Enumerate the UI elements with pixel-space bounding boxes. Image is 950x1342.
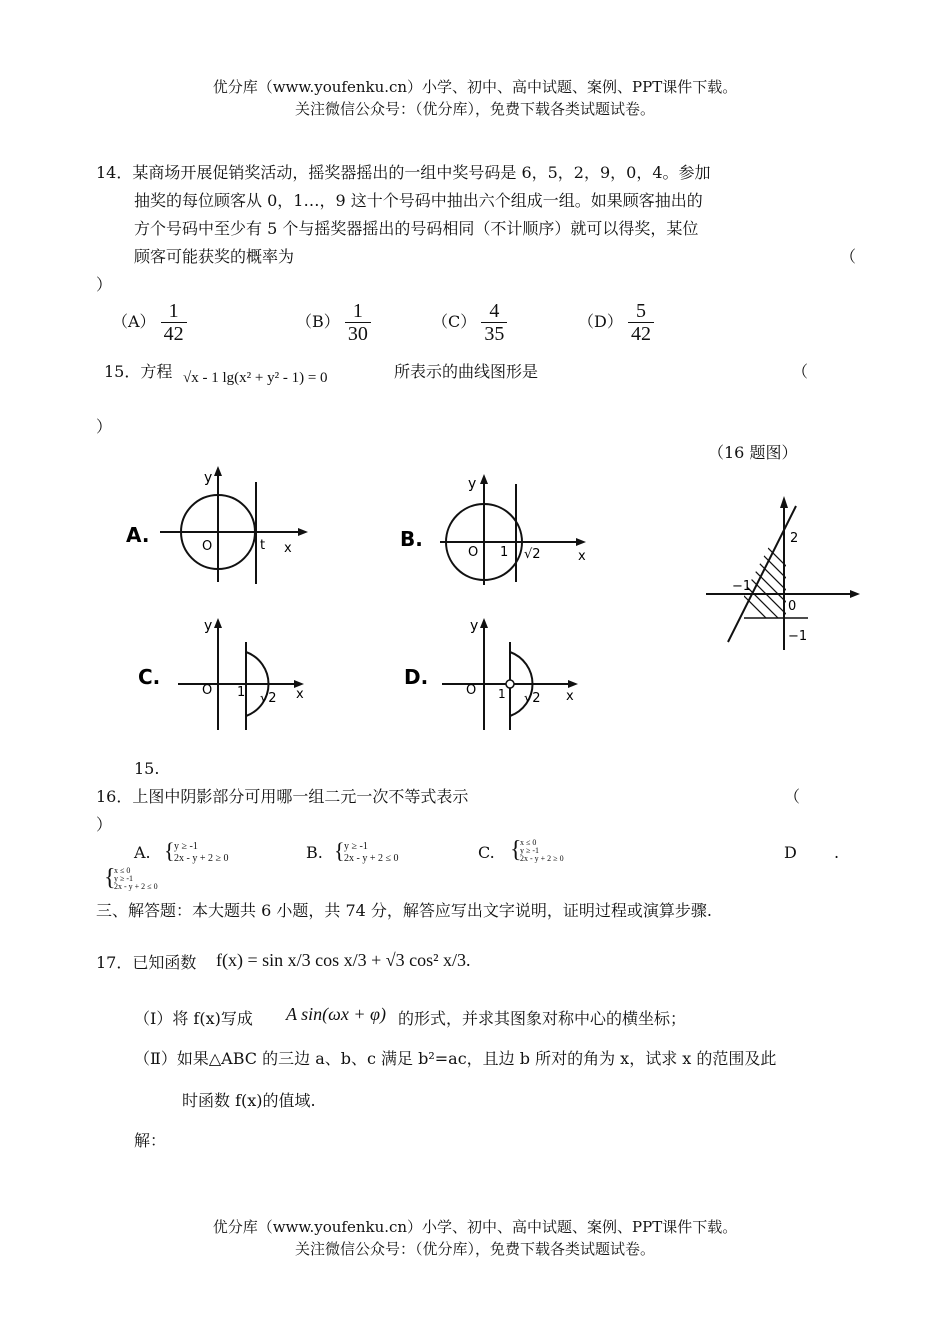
numerator: 1 [345,300,371,323]
option-label: B. [306,843,323,862]
denominator: 35 [484,323,505,345]
x-label: x [566,689,574,704]
option-label: A. [134,843,151,862]
x-label: x [578,549,586,564]
ineq-row-2: y ≥ -1 [114,874,134,883]
one-label: 1 [237,685,246,700]
q16-paren-open: （ [784,787,801,806]
denominator: 30 [347,323,368,345]
q16-option-d-dot: . [834,843,840,862]
q16-text: 16．上图中阴影部分可用哪一组二元一次不等式表示 [96,787,469,806]
sqrt2-label: √2 [524,547,541,562]
numerator: 1 [161,300,187,323]
q14-line-2: 抽奖的每位顾客从 0，1…，9 这十个号码中抽出六个组成一组。如果顾客抽出的 [134,191,703,210]
ineq-row-1: y ≥ -1 [344,841,368,852]
y-label: y [204,618,213,634]
origin-label: O [468,545,479,560]
q15-paren-open: （ [792,362,809,381]
numerator: 4 [481,300,507,323]
q14-option-d [578,300,654,345]
label-0: 0 [788,599,797,614]
q15-prefix: 15．方程 [104,362,173,381]
t-label: t [260,538,266,553]
x-axis-arrow [850,590,860,598]
figure-label: C. [138,665,161,689]
q14-paren-open: （ [840,247,857,266]
fraction [161,300,187,345]
x-axis-arrow [298,528,308,536]
y-label: y [204,470,213,486]
origin-label: O [202,683,213,698]
ineq-row-2: y ≥ -1 [520,846,540,855]
option-label: （B） [296,312,340,331]
brace: { [334,838,345,863]
footer-line-2: 关注微信公众号：（优分库），免费下载各类试题试卷。 [294,1240,655,1258]
q16-option-d-label: D [784,843,797,862]
denominator: 42 [630,323,651,345]
fraction [628,300,654,345]
numerator: 5 [628,300,654,323]
sqrt2-label: √2 [524,691,541,706]
figure-b [396,470,596,590]
y-axis-arrow [480,474,488,484]
q15-trailing-number: 15. [134,759,160,778]
ineq-row-3: 2x - y + 2 ≤ 0 [114,882,158,891]
footer-line-1: 优分库（www.youfenku.cn）小学、初中、高中试题、案例、PPT课件下载。 [212,1218,738,1236]
x-axis-arrow [568,680,578,688]
q15-paren-close: ） [96,417,113,436]
fig16-caption: （16 题图） [708,443,798,462]
option-label: （C） [432,312,477,331]
fraction [481,300,507,345]
y-axis-arrow [214,618,222,628]
figure-label: D. [404,665,429,689]
x-label: x [284,541,292,556]
fraction [345,300,371,345]
ineq-row-3: 2x - y + 2 ≥ 0 [520,854,564,863]
brace: { [510,837,522,863]
figure-d [400,612,590,736]
sqrt2-label: √2 [260,691,277,706]
q14-paren-close: ） [96,275,113,294]
ineq-row-1: x ≤ 0 [520,838,537,847]
option-label: （D） [578,312,623,331]
option-label: （A） [112,312,156,331]
label-neg1-y: −1 [788,629,808,644]
q15-equation: √x - 1 lg(x² + y² - 1) = 0 [183,370,328,386]
q14-option-b [296,300,371,345]
q16-paren-close: ） [96,815,113,834]
origin-label: O [202,539,213,554]
ineq-row-2: 2x - y + 2 ≥ 0 [174,853,229,864]
ineq-row-2: 2x - y + 2 ≤ 0 [344,853,399,864]
q14-option-a [112,300,187,345]
q15-suffix: 所表示的曲线图形是 [394,362,539,381]
section-3-heading: 三、解答题：本大题共 6 小题，共 74 分，解答应写出文字说明，证明过程或演算步骤. [96,901,712,920]
denominator: 42 [163,323,184,345]
q17-part2-line-1: （Ⅱ）如果△ABC 的三边 a、b、c 满足 b²=ac，且边 b 所对的角为 x，试求 x 的范围及此 [134,1049,777,1068]
header-line-2: 关注微信公众号：（优分库），免费下载各类试题试卷。 [294,100,655,118]
q17-prefix: 17．已知函数 [96,953,197,972]
q17-part1-form: A sin(ωx + φ) [286,1004,386,1024]
q14-option-c [432,300,507,345]
open-point [506,680,514,688]
q14-line-4: 顾客可能获奖的概率为 [134,247,295,266]
x-axis-arrow [576,538,586,546]
option-label: C. [478,843,495,862]
label-2: 2 [790,531,799,546]
figure-label: B. [400,527,423,551]
label-neg1-x: −1 [732,579,752,594]
figure-label: A. [126,523,150,547]
y-label: y [470,618,479,634]
q14-line-3: 方个号码中至少有 5 个与摇奖器摇出的号码相同（不计顺序）就可以得奖，某位 [134,219,699,238]
origin-label: O [466,683,477,698]
y-axis-arrow [480,618,488,628]
q17-part1-post: 的形式，并求其图象对称中心的横坐标； [398,1009,687,1028]
figure-c [134,612,324,736]
ineq-row-1: y ≥ -1 [174,841,198,852]
figure-a [120,462,320,592]
q17-part1-pre: （Ⅰ）将 f(x)写成 [134,1009,253,1028]
brace: { [104,865,116,891]
header-line-1: 优分库（www.youfenku.cn）小学、初中、高中试题、案例、PPT课件下载。 [212,78,738,96]
y-axis-arrow [780,496,788,508]
q17-solution-label: 解： [134,1131,167,1150]
ineq-row-1: x ≤ 0 [114,866,131,875]
boundary-line [728,506,799,642]
x-label: x [296,687,304,702]
one-label: 1 [500,545,509,560]
q17-formula: f(x) = sin x/3 cos x/3 + √3 cos² x/3. [216,950,471,970]
brace: { [164,838,175,863]
figure-16 [700,490,870,660]
q17-part2-line-2: 时函数 f(x)的值域. [182,1091,316,1110]
y-axis-arrow [214,466,222,476]
y-label: y [468,476,477,492]
one-label: 1 [498,687,506,701]
q14-line-1: 14．某商场开展促销奖活动，摇奖器摇出的一组中奖号码是 6，5，2，9，0，4。参加 [96,163,711,182]
